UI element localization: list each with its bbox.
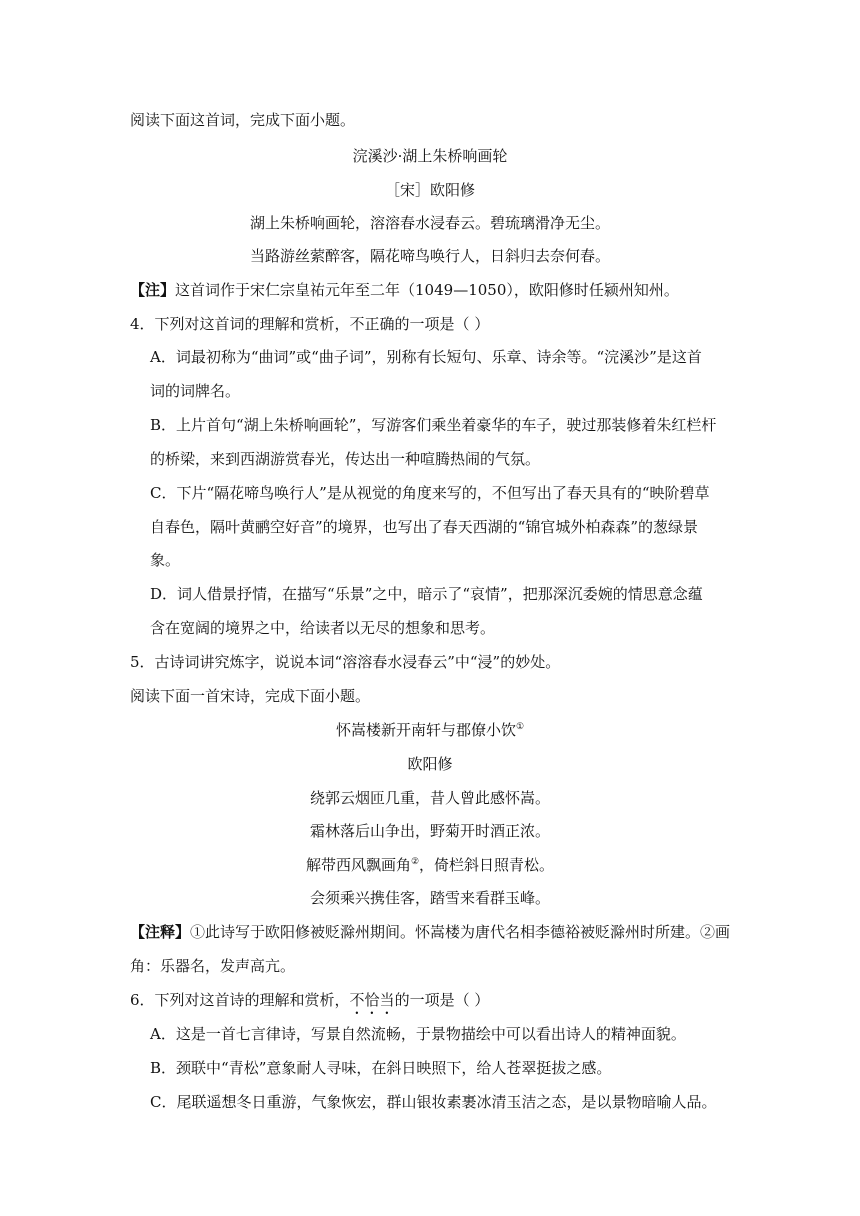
question-6-option-a: A．这是一首七言律诗，写景自然流畅，于景物描绘中可以看出诗人的精神面貌。 bbox=[150, 1025, 686, 1043]
question-6-option-c: C．尾联遥想冬日重游，气象恢宏，群山银妆素裹冰清玉洁之态，是以景物暗喻人品。 bbox=[150, 1093, 717, 1111]
poem-2-line-3-part-1: 解带西风飘画角 bbox=[305, 856, 411, 874]
poem-1-line-1: 湖上朱桥响画轮，溶溶春水浸春云。碧琉璃滑净无尘。 bbox=[249, 214, 610, 232]
question-6-stem-pre: 6．下列对这首诗的理解和赏析， bbox=[130, 991, 350, 1009]
question-6-stem-post: 的一项是（ ） bbox=[394, 991, 490, 1009]
footnote-mark-2: ② bbox=[410, 857, 420, 867]
note-text: 这首词作于宋仁宗皇祐元年至二年（1049—1050），欧阳修时任颍州知州。 bbox=[175, 281, 679, 299]
poem-1-title: 浣溪沙·湖上朱桥响画轮 bbox=[352, 147, 508, 165]
poem-2-title bbox=[0, 720, 860, 740]
question-4-option-c-line-1: C．下片“隔花啼鸟唤行人”是从视觉的角度来写的，不但写出了春天具有的“映阶碧草 bbox=[150, 484, 710, 502]
poem-1-author: ［宋］欧阳修 bbox=[384, 181, 475, 199]
question-6-stem bbox=[130, 990, 489, 1018]
question-6-option-b: B．颈联中“青松”意象耐人寻味，在斜日映照下，给人苍翠挺拔之感。 bbox=[150, 1059, 612, 1077]
footnote-mark-1: ① bbox=[515, 722, 525, 732]
question-4-option-d-line-1: D．词人借景抒情，在描写“乐景”之中，暗示了“哀情”，把那深沉委婉的情思意念蕴 bbox=[150, 585, 703, 603]
poem-2-line-3-part-2: ，倚栏斜日照青松。 bbox=[419, 856, 555, 874]
poem-2-line-4: 会须乘兴携佳客，踏雪来看群玉峰。 bbox=[309, 889, 550, 907]
question-5: 5．古诗词讲究炼字，说说本词“溶溶春水浸春云”中“浸”的妙处。 bbox=[130, 653, 561, 671]
poem-2-note-line-1 bbox=[130, 922, 730, 942]
poem-2-author: 欧阳修 bbox=[407, 755, 453, 773]
question-4-option-b-line-1: B．上片首句“湖上朱桥响画轮”，写游客们乘坐着豪华的车子，驶过那装修着朱红栏杆 bbox=[150, 416, 717, 434]
poem-2-line-1: 绕郭云烟匝几重，昔人曾此感怀嵩。 bbox=[309, 789, 550, 807]
note-tag: 【注】 bbox=[130, 281, 176, 299]
poem-2-title-text: 怀嵩楼新开南轩与郡僚小饮 bbox=[335, 721, 516, 739]
poem-1-note bbox=[130, 280, 679, 300]
question-4-option-c-line-2: 自春色，隔叶黄鹂空好音”的境界，也写出了春天西湖的“锦官城外柏森森”的葱绿景 bbox=[150, 518, 699, 536]
poem-2-note-line-2: 角：乐器名，发声高亢。 bbox=[130, 957, 296, 975]
question-4-option-a-line-2: 词的词牌名。 bbox=[150, 382, 241, 400]
question-6-emphasis: 不恰当 bbox=[349, 991, 395, 1009]
note-2-tag: 【注释】 bbox=[130, 923, 191, 941]
question-4-option-b-line-2: 的桥梁，来到西湖游赏春光，传达出一种喧腾热闹的气氛。 bbox=[150, 450, 541, 468]
poem-2-line-3 bbox=[0, 855, 860, 875]
reading-intro-1: 阅读下面这首词，完成下面小题。 bbox=[130, 111, 356, 129]
question-4-option-d-line-2: 含在宽阔的境界之中，给读者以无尽的想象和思考。 bbox=[150, 619, 496, 637]
reading-intro-2: 阅读下面一首宋诗，完成下面小题。 bbox=[130, 687, 371, 705]
question-4-option-c-line-3: 象。 bbox=[150, 551, 181, 569]
poem-1-line-2: 当路游丝萦醉客，隔花啼鸟唤行人，日斜归去奈何春。 bbox=[249, 247, 610, 265]
question-4-option-a-line-1: A．词最初称为“曲词”或“曲子词”，别称有长短句、乐章、诗余等。“浣溪沙”是这首 bbox=[150, 348, 702, 366]
poem-2-line-2: 霜林落后山争出，野菊开时酒正浓。 bbox=[309, 822, 550, 840]
note-2-text-1: ①此诗写于欧阳修被贬滁州期间。怀嵩楼为唐代名相李德裕被贬滁州时所建。②画 bbox=[190, 923, 731, 941]
question-4-stem: 4．下列对这首词的理解和赏析，不正确的一项是（ ） bbox=[130, 315, 490, 333]
